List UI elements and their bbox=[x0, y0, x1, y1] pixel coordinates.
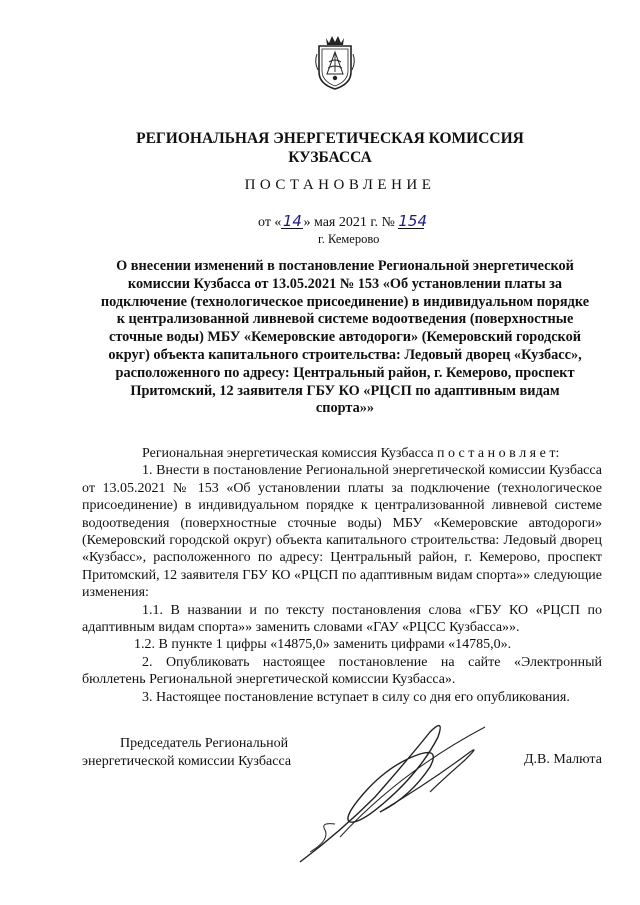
paragraph-1-2: 1.2. В пункте 1 цифры «14875,0» заменить цифрами «14785,0». bbox=[134, 637, 512, 653]
coat-of-arms-icon bbox=[313, 32, 357, 90]
intro-paragraph: Региональная энергетическая комиссия Кузбасса п о с т а н о в л я е т: bbox=[142, 446, 560, 461]
org-name-line1: РЕГИОНАЛЬНАЯ ЭНЕРГЕТИЧЕСКАЯ КОМИССИЯ bbox=[136, 130, 524, 147]
paragraph-1: 1. Внести в постановление Региональной энергетической комиссии Кузбасса от 13.05.2021 № 153 «Об установлении платы за подключение (технологическое присоединение) в индивидуальном порядке к централизованной ливневой системе водоотведения (поверхностные сточные воды) МБУ «Кемеровские автодороги» (Кемеровский городской округ) объекта капитального строительства: Ледовый дворец «Кузбасс», расположенного по адресу: Центральный район, г. Кемерово, проспект Притомский, 12 заявителя ГБУ КО «РЦСП по адаптивным видам спорта»» следующие изменения: bbox=[82, 463, 602, 601]
date-day: 14 bbox=[282, 212, 302, 230]
paragraph-1-1: 1.1. В названии и по тексту постановления слова «ГБУ КО «РЦСП по адаптивным видам спорта»» заменить словами «ГАУ «РЦСС Кузбасса»». bbox=[82, 602, 602, 636]
signatory-position-line1: Председатель Региональной bbox=[120, 736, 289, 751]
signatory-name: Д.В. Малюта bbox=[524, 752, 602, 767]
handwritten-signature-icon bbox=[280, 712, 490, 872]
paragraph-3: 3. Настоящее постановление вступает в силу со дня его опубликования. bbox=[142, 689, 570, 705]
signatory-position bbox=[82, 735, 291, 770]
date-line bbox=[258, 212, 428, 231]
date-month-year: » мая 2021 г. № bbox=[303, 215, 395, 230]
document-title: О внесении изменений в постановление Региональной энергетической комиссии Кузбасса от 13.05.2021 № 153 «Об установлении платы за подключение (технологическое присоединение) в индивидуальном порядке к централизованной ливневой системе водоотведения (поверхностные сточные воды) МБУ «Кемеровские автодороги» (Кемеровский городской округ) объекта капитального строительства: Ледовый дворец «Кузбасс», расположенного по адресу: Центральный район, г. Кемерово, проспект Притомский, 12 заявителя ГБУ КО «РЦСП по адаптивным видам спорта»» bbox=[100, 258, 590, 417]
document-body bbox=[82, 445, 602, 706]
signatory-position-line2: энергетической комиссии Кузбасса bbox=[82, 753, 292, 769]
document-number: 154 bbox=[398, 212, 428, 230]
paragraph-2: 2. Опубликовать настоящее постановление на сайте «Электронный бюллетень Региональной энергетической комиссии Кузбасса». bbox=[82, 654, 602, 688]
city: г. Кемерово bbox=[318, 232, 380, 246]
document-type: ПОСТАНОВЛЕНИЕ bbox=[244, 177, 436, 193]
date-prefix: от « bbox=[258, 215, 282, 230]
org-name-line2: КУЗБАССА bbox=[288, 149, 372, 166]
